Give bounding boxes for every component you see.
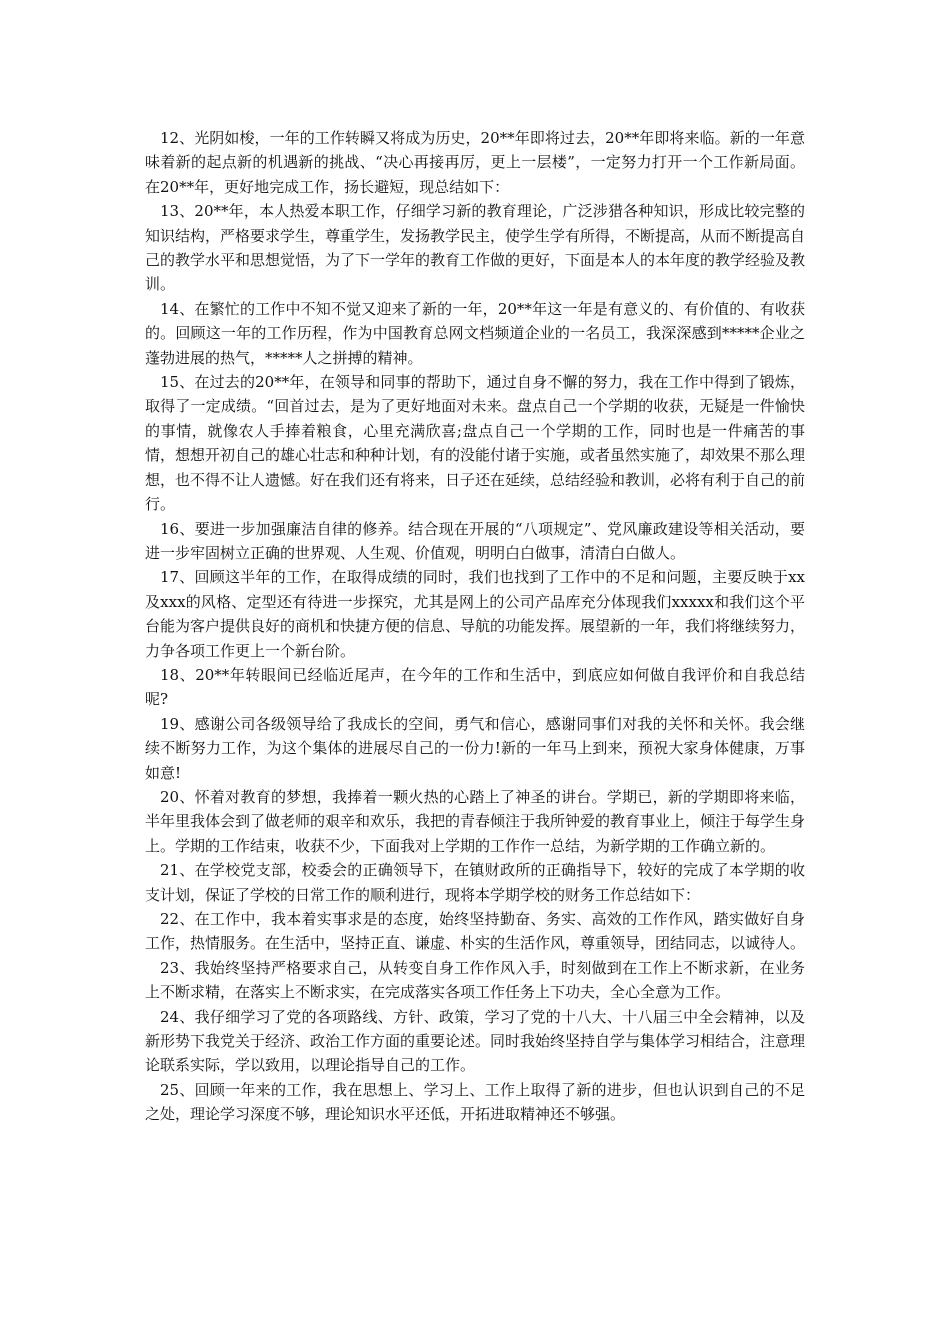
paragraph-13: 13、20**年，本人热爱本职工作，仔细学习新的教育理论，广泛涉猎各种知识，形成比较完整的知识结构，严格要求学生，尊重学生，发扬教学民主，使学生学有所得，不断提高，从而不断提高自己的教学水平和思想觉悟，为了下一学年的教育工作做的更好，下面是本人的本年度的教学经验及教训。: [145, 202, 806, 294]
paragraph-21: 21、在学校党支部，校委会的正确领导下，在镇财政所的正确指导下，较好的完成了本学期的收支计划，保证了学校的日常工作的顺利进行，现将本学期学校的财务工作总结如下：: [145, 861, 805, 904]
paragraph-25: 25、回顾一年来的工作，我在思想上、学习上、工作上取得了新的进步，但也认识到自己的不足之处，理论学习深度不够，理论知识水平还低，开拓进取精神还不够强。: [145, 1080, 805, 1124]
document-body: [145, 126, 805, 1127]
paragraph-18: 18、20**年转眼间已经临近尾声，在今年的工作和生活中，到底应如何做自我评价和自我总结呢?: [145, 665, 805, 709]
paragraph-19: 19、感谢公司各级领导给了我成长的空间，勇气和信心，感谢同事们对我的关怀和关怀。我会继续不断努力工作，为这个集体的进展尽自己的一份力!新的一年马上到来，预祝大家身体健康，万事如意!: [145, 714, 805, 782]
paragraph-16: 16、要进一步加强廉洁自律的修养。结合现在开展的“八项规定”、党风廉政建设等相关活动，要进一步牢固树立正确的世界观、人生观、价值观，明明白白做事，清清白白做人。: [145, 519, 805, 562]
paragraph-17: 17、回顾这半年的工作，在取得成绩的同时，我们也找到了工作中的不足和问题，主要反映于xx及xxx的风格、定型还有待进一步探究，尤其是网上的公司产品库充分体现我们xxxxx和我们这个平台能为客户提供良好的商机和快捷方便的信息、导航的功能发挥。展望新的一年，我们将继续努力，力争各项工作更上一个新台阶。: [145, 568, 806, 660]
paragraph-14: 14、在繁忙的工作中不知不觉又迎来了新的一年，20**年这一年是有意义的、有价值的、有收获的。回顾这一年的工作历程，作为中国教育总网文档频道企业的一名员工，我深深感到*****企业之蓬勃进展的热气，*****人之拼搏的精神。: [145, 299, 805, 367]
paragraph-24: 24、我仔细学习了党的各项路线、方针、政策，学习了党的十八大、十八届三中全会精神，以及新形势下我党关于经济、政治工作方面的重要论述。同时我始终坚持自学与集体学习相结合，注意理论联系实际，学以致用，以理论指导自己的工作。: [145, 1007, 806, 1075]
paragraph-15: 15、在过去的20**年，在领导和同事的帮助下，通过自身不懈的努力，我在工作中得到了锻炼，取得了一定成绩。“回首过去，是为了更好地面对未来。盘点自己一个学期的收获，无疑是一件愉快的事情，就像农人手捧着粮食，心里充满欣喜;盘点自己一个学期的工作，同时也是一件痛苦的事情，想想开初自己的雄心壮志和种种计划，有的没能付诸于实施，或者虽然实施了，却效果不那么理想，也不得不让人遗憾。好在我们还有将来，日子还在延续，总结经验和教训，必将有利于自己的前行。: [145, 373, 806, 514]
paragraph-20: 20、怀着对教育的梦想，我捧着一颗火热的心踏上了神圣的讲台。学期已，新的学期即将来临，半年里我体会到了做老师的艰辛和欢乐，我把的青春倾注于我所钟爱的教育事业上，倾注于每学生身上。学期的工作结束，收获不少，下面我对上学期的工作作一总结，为新学期的工作确立新的。: [145, 787, 806, 855]
paragraph-23: 23、我始终坚持严格要求自己，从转变自身工作作风入手，时刻做到在工作上不断求新，在业务上不断求精，在落实上不断求实，在完成落实各项工作任务上下功夫，全心全意为工作。: [145, 958, 805, 1002]
paragraph-12: 12、光阴如梭，一年的工作转瞬又将成为历史，20**年即将过去，20**年即将来临。新的一年意味着新的起点新的机遇新的挑战、“决心再接再厉，更上一层楼”，一定努力打开一个工作新局面。在20**年，更好地完成工作，扬长避短，现总结如下：: [145, 129, 805, 196]
paragraph-22: 22、在工作中，我本着实事求是的态度，始终坚持勤奋、务实、高效的工作作风，踏实做好自身工作，热情服务。在生活中，坚持正直、谦虚、朴实的生活作风，尊重领导，团结同志，以诚待人。: [145, 910, 806, 953]
